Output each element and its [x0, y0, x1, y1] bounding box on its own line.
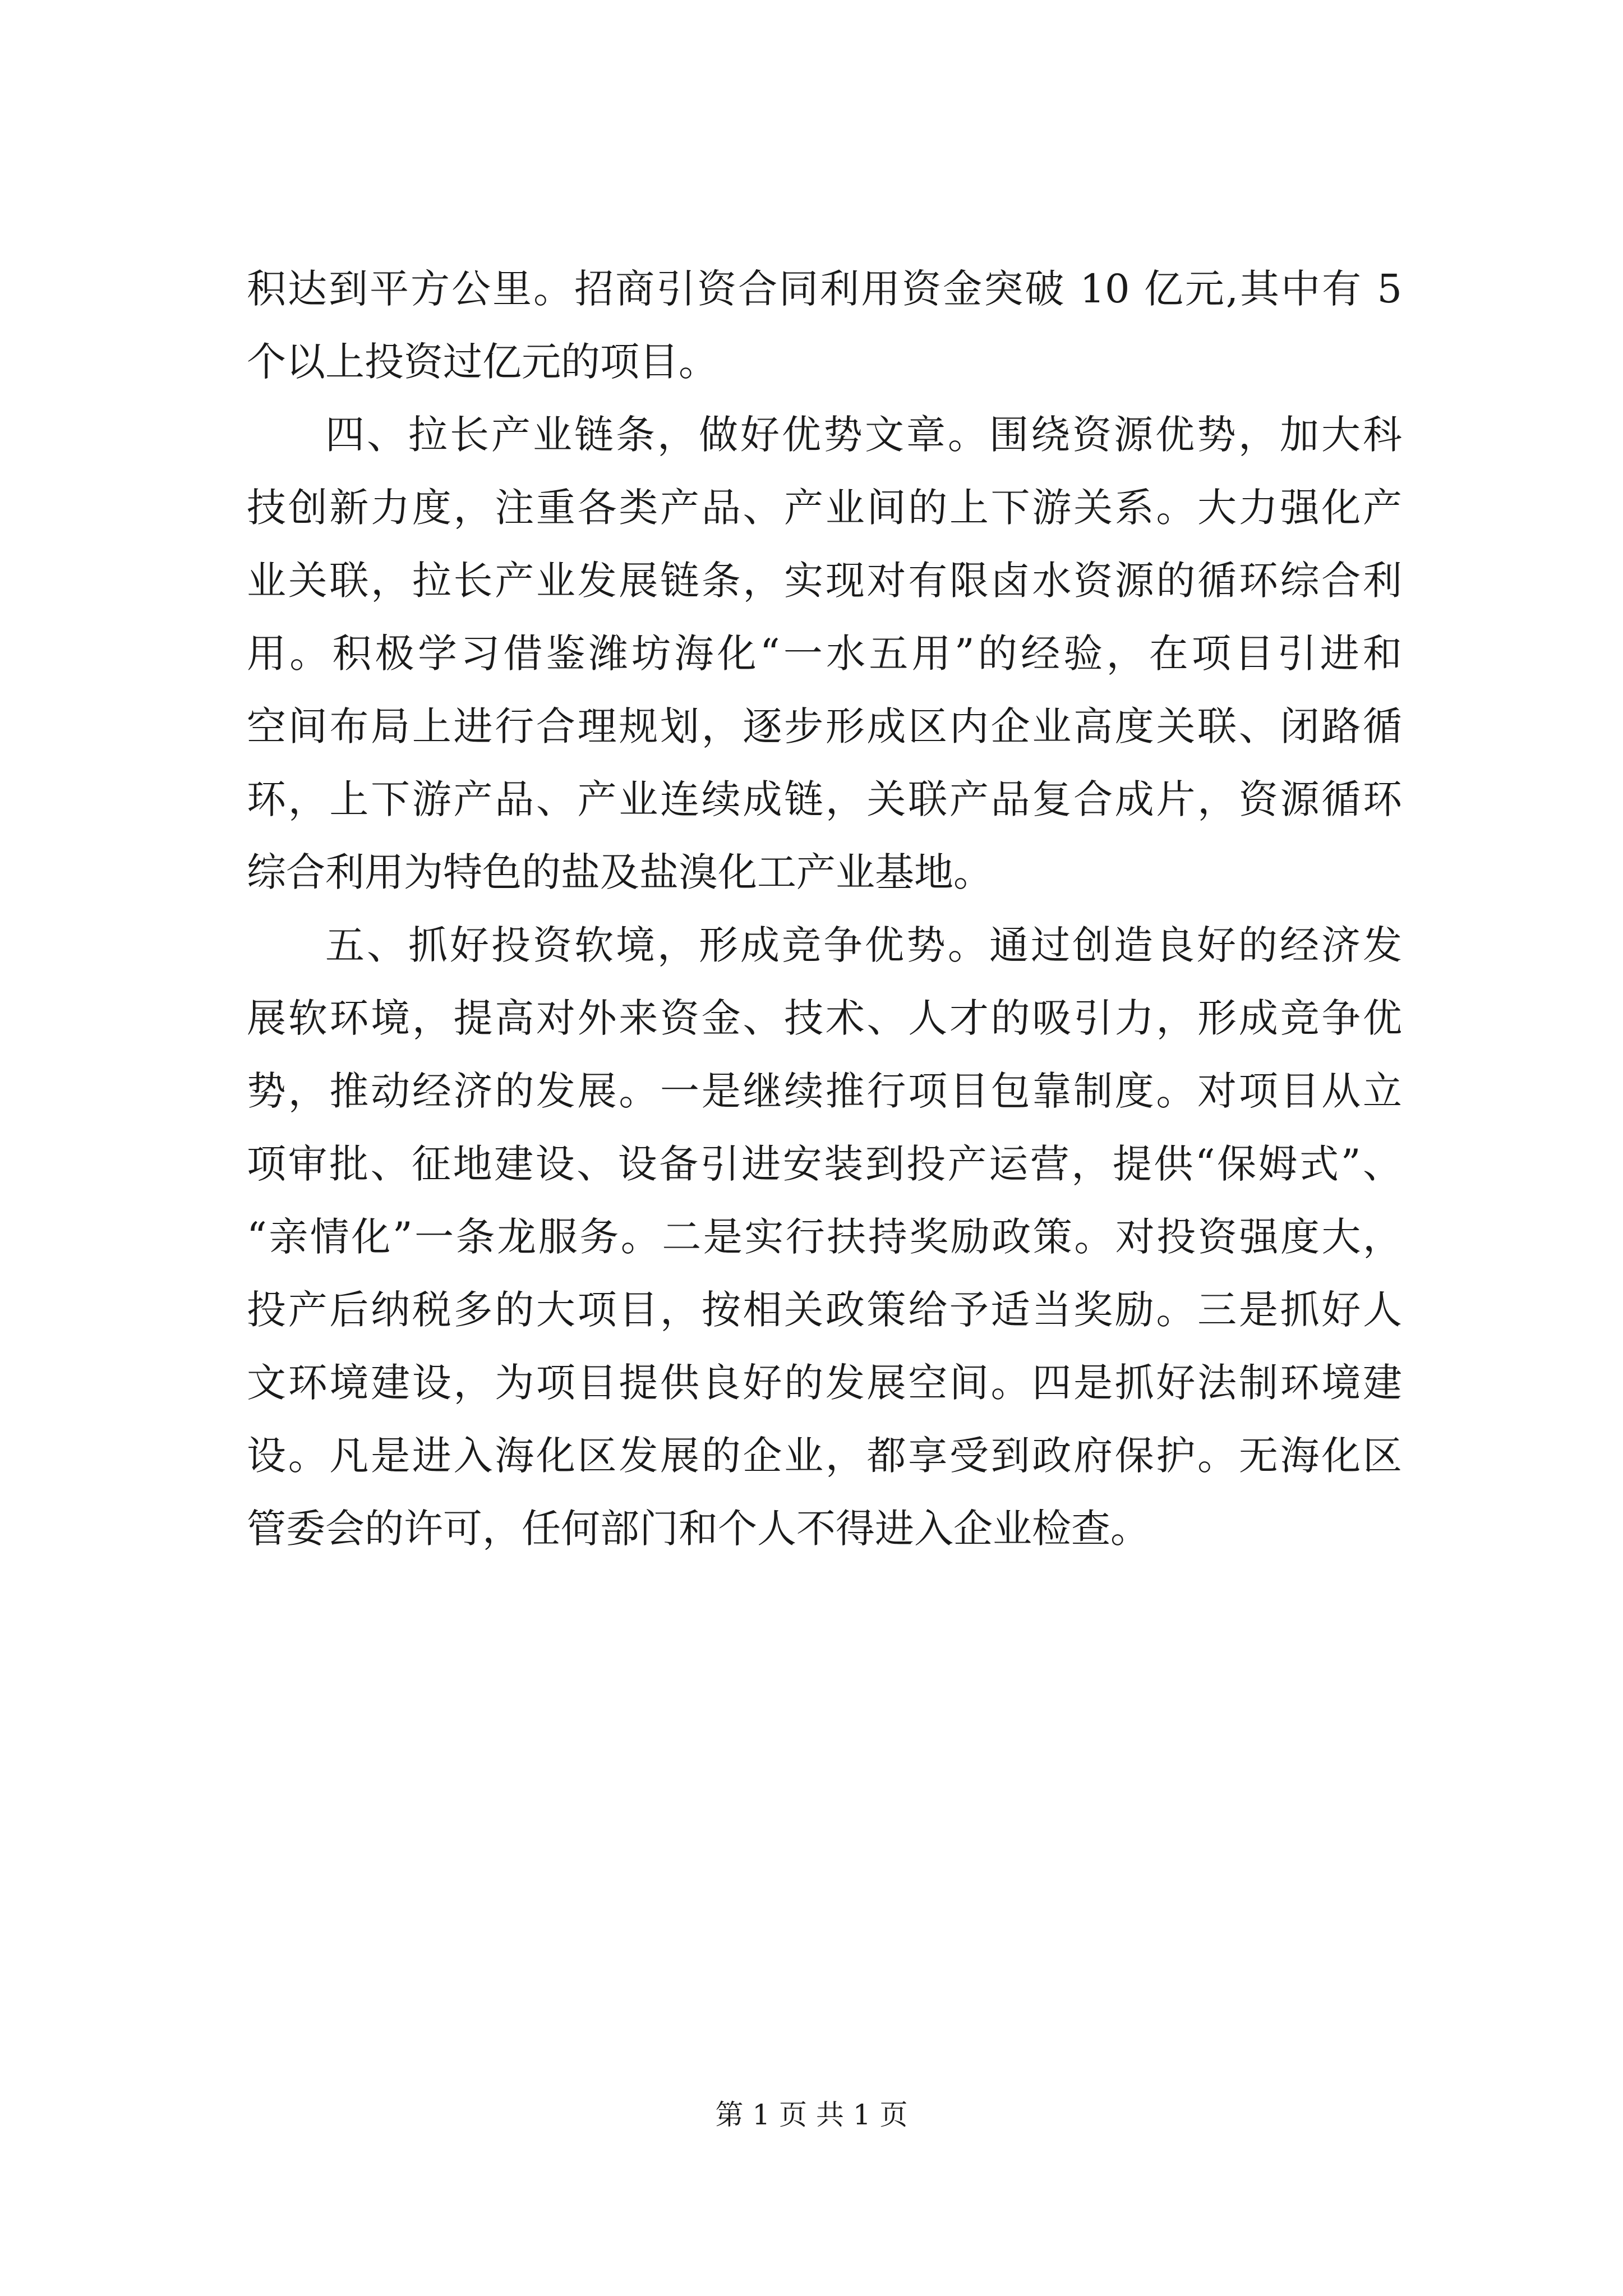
document-body — [247, 252, 1402, 1565]
text-line: 设。凡是进入海化区发展的企业，都享受到政府保护。无海化区 — [247, 1433, 1402, 1479]
text-line: 个以上投资过亿元的项目。 — [247, 339, 718, 385]
text-line: 环，上下游产品、产业连续成链，关联产品复合成片，资源循环 — [247, 776, 1402, 822]
text-line: 技创新力度，注重各类产品、产业间的上下游关系。大力强化产 — [247, 485, 1402, 531]
text-line: 管委会的许可，任何部门和个人不得进入企业检查。 — [247, 1506, 1150, 1552]
paragraph-five-heading-line: 五、抓好投资软境，形成竞争优势。通过创造良好的经济发 — [325, 922, 1402, 968]
text-line: 势，推动经济的发展。一是继续推行项目包靠制度。对项目从立 — [247, 1068, 1402, 1114]
text-line: 文环境建设，为项目提供良好的发展空间。四是抓好法制环境建 — [247, 1360, 1402, 1406]
text-line: “亲情化”一条龙服务。二是实行扶持奖励政策。对投资强度大， — [247, 1214, 1402, 1260]
text-line: 空间布局上进行合理规划，逐步形成区内企业高度关联、闭路循 — [247, 703, 1402, 749]
text-line: 展软环境，提高对外来资金、技术、人才的吸引力，形成竞争优 — [247, 995, 1402, 1041]
text-line: 投产后纳税多的大项目，按相关政策给予适当奖励。三是抓好人 — [247, 1287, 1402, 1333]
text-line: 积达到平方公里。招商引资合同利用资金突破 10 亿元,其中有 5 — [247, 266, 1402, 312]
text-line: 业关联，拉长产业发展链条，实现对有限卤水资源的循环综合利 — [247, 558, 1402, 604]
text-line: 用。积极学习借鉴潍坊海化“一水五用”的经验，在项目引进和 — [247, 631, 1402, 677]
paragraph-four-heading-line: 四、拉长产业链条，做好优势文章。围绕资源优势，加大科 — [325, 412, 1402, 458]
text-line: 项审批、征地建设、设备引进安装到投产运营，提供“保姆式”、 — [247, 1141, 1402, 1187]
page-footer: 第 1 页 共 1 页 — [715, 2099, 908, 2131]
text-line: 综合利用为特色的盐及盐溴化工产业基地。 — [247, 849, 993, 895]
